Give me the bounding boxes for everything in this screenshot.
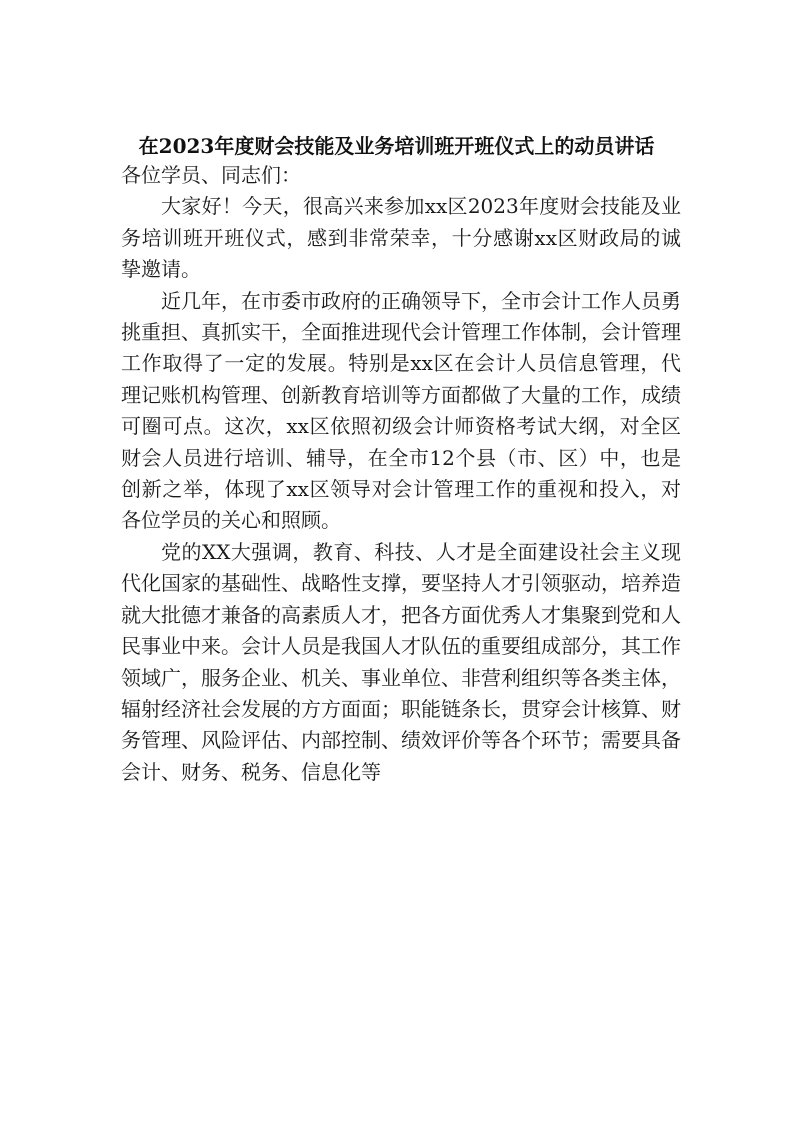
greeting: 各位学员、同志们： <box>121 163 301 187</box>
document-body <box>121 160 681 788</box>
paragraph-3: 党的XX大强调，教育、科技、人才是全面建设社会主义现代化国家的基础性、战略性支撑，要坚持人才引领驱动，培养造就大批德才兼备的高素质人才，把各方面优秀人才集聚到党和人民事业中来。会计人员是我国人才队伍的重要组成部分，其工作领域广，服务企业、机关、事业单位、非营利组织等各类主体，辐射经济社会发展的方方面面；职能链条长，贯穿会计核算、财务管理、风险评估、内部控制、绩效评价等各个环节；需要具备会计、财务、税务、信息化等 <box>121 539 681 784</box>
paragraph-2: 近几年，在市委市政府的正确领导下，全市会计工作人员勇挑重担、真抓实干，全面推进现代会计管理工作体制，会计管理工作取得了一定的发展。特别是xx区在会计人员信息管理，代理记账机构管理、创新教育培训等方面都做了大量的工作，成绩可圈可点。这次，xx区依照初级会计师资格考试大纲，对全区财会人员进行培训、辅导，在全市12个县（市、区）中，也是创新之举，体现了xx区领导对会计管理工作的重视和投入，对各位学员的关心和照顾。 <box>121 288 681 533</box>
paragraph-1: 大家好！今天，很高兴来参加xx区2023年度财会技能及业务培训班开班仪式，感到非常荣幸，十分感谢xx区财政局的诚挚邀请。 <box>121 194 681 282</box>
document-title: 在2023年度财会技能及业务培训班开班仪式上的动员讲话 <box>138 134 655 158</box>
